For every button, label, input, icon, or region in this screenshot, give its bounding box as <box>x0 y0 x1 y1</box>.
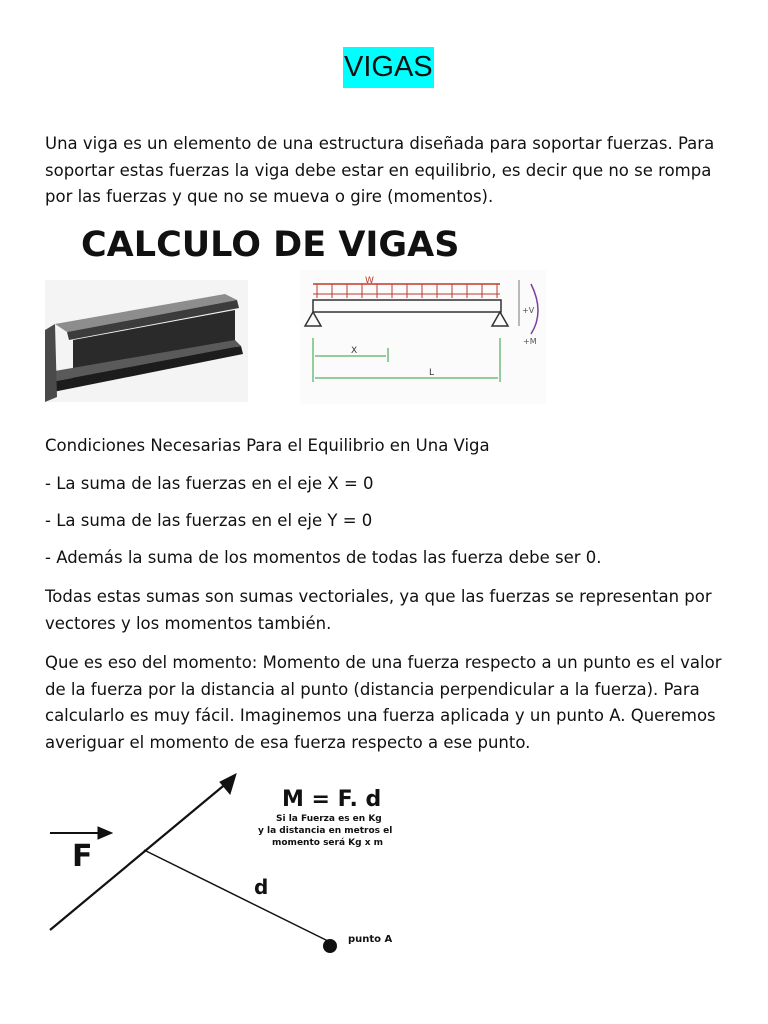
note-line: y la distancia en metros el <box>258 826 393 836</box>
moment-paragraph: Que es eso del momento: Momento de una fuerza respecto a un punto es el valor de la fuerza por la distancia al punto (distancia perpendicular a la fuerza). Para calcularlo es muy fácil. Imaginemos una fuerza aplicada y un punto A. Queremos averiguar el momento de esa fuerza respecto a ese punto. <box>45 653 722 752</box>
l-label: L <box>429 368 435 378</box>
moment-figure <box>40 766 440 962</box>
i-beam-image <box>45 280 248 402</box>
formula: M = F. d <box>282 787 382 812</box>
intro-paragraph: Una viga es un elemento de una estructura diseñada para soportar fuerzas. Para soportar estas fuerzas la viga debe estar en equilibrio, es decir que no se rompa por las fuerzas y que no se mueva o gire (momentos). <box>45 134 715 206</box>
force-label: F <box>72 839 93 874</box>
beam-figure <box>45 222 585 404</box>
vectors-paragraph: Todas estas sumas son sumas vectoriales, ya que las fuerzas se representan por vectores y los momentos también. <box>45 587 712 633</box>
note-line: Si la Fuerza es en Kg <box>276 814 382 824</box>
page-title: VIGAS <box>343 47 434 88</box>
condition-item: - Además la suma de los momentos de todas las fuerza debe ser 0. <box>45 548 602 567</box>
shear-label: +V <box>522 306 535 315</box>
beam-figure-heading: CALCULO DE VIGAS <box>81 225 460 265</box>
distance-label: d <box>254 875 269 899</box>
point-label: punto A <box>348 934 393 945</box>
condition-item: - La suma de las fuerzas en el eje X = 0 <box>45 474 374 493</box>
moment-label: +M <box>523 337 537 346</box>
condition-item: - La suma de las fuerzas en el eje Y = 0 <box>45 511 373 530</box>
conditions-heading: Condiciones Necesarias Para el Equilibrio en Una Viga <box>45 436 490 455</box>
note-line: momento será Kg x m <box>272 838 384 848</box>
load-label: W <box>365 276 374 286</box>
x-label: X <box>351 346 358 356</box>
beam-load-diagram <box>300 270 546 404</box>
